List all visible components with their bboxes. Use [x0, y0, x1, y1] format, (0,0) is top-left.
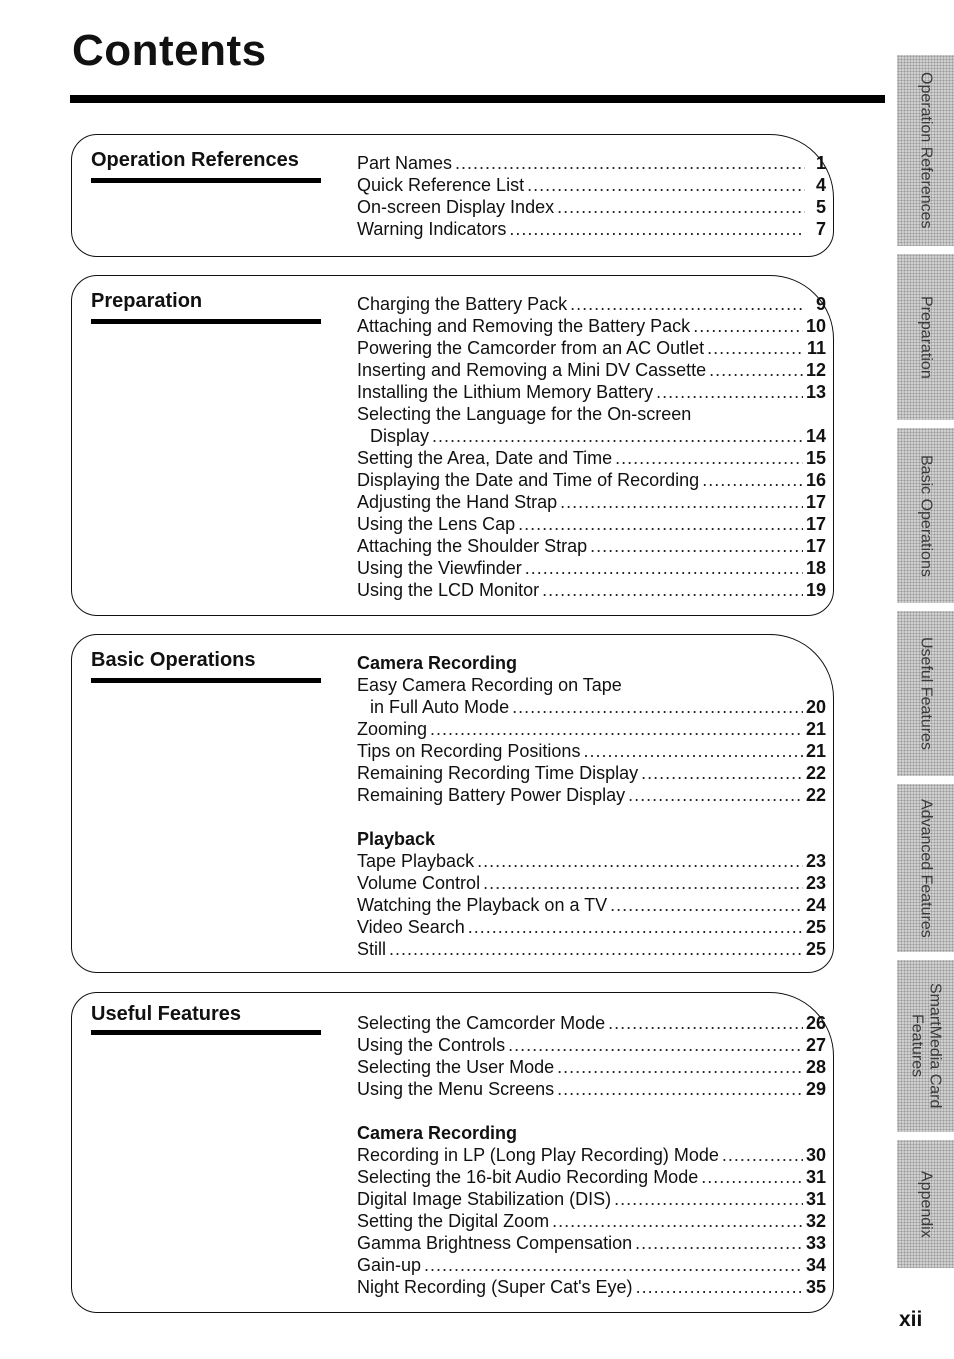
toc-entry-label: Selecting the Camcorder Mode — [357, 1013, 606, 1033]
side-tab-operation-references[interactable] — [897, 55, 954, 246]
toc-entry-label: Powering the Camcorder from an AC Outlet — [357, 338, 705, 358]
toc-entry[interactable] — [357, 469, 826, 491]
toc-entry-page: 27 — [805, 1035, 826, 1055]
toc-entry[interactable] — [357, 557, 826, 579]
toc-entry-page: 17 — [805, 536, 826, 556]
toc-entry-label: Quick Reference List — [357, 175, 525, 195]
leader-dots — [527, 174, 805, 196]
leader-dots — [701, 1166, 803, 1188]
toc-entry[interactable] — [357, 1210, 826, 1232]
toc-entry-label: Using the LCD Monitor — [357, 580, 540, 600]
toc-entry-page: 15 — [805, 448, 826, 468]
toc-entry-page: 31 — [805, 1167, 826, 1187]
toc-entry-label: On-screen Display Index — [357, 197, 555, 217]
subsection-heading: Camera Recording — [357, 653, 518, 673]
toc-entry[interactable] — [357, 718, 826, 740]
toc-entry-page: 14 — [805, 426, 826, 446]
toc-entry[interactable] — [357, 784, 826, 806]
toc-entry-label: Gain-up — [357, 1255, 422, 1275]
toc-entry-label: Tips on Recording Positions — [357, 741, 581, 761]
toc-entry-label: Selecting the 16-bit Audio Recording Mode — [357, 1167, 699, 1187]
toc-entry-page: 17 — [805, 514, 826, 534]
toc-entries — [357, 293, 826, 601]
toc-entry-label: Setting the Area, Date and Time — [357, 448, 613, 468]
toc-entry-page: 16 — [805, 470, 826, 490]
leader-dots — [552, 1210, 803, 1232]
section-title: Basic Operations — [91, 649, 256, 671]
toc-entry-label-first-line[interactable]: Selecting the Language for the On-screen — [357, 404, 692, 424]
toc-entry-label: Volume Control — [357, 873, 481, 893]
toc-entry[interactable] — [357, 535, 826, 557]
leader-dots — [709, 359, 803, 381]
section-title: Operation References — [91, 149, 299, 171]
side-tab-appendix[interactable] — [897, 1140, 954, 1268]
toc-entry[interactable] — [357, 447, 826, 469]
toc-entry-page: 26 — [805, 1013, 826, 1033]
toc-entry[interactable] — [357, 315, 826, 337]
side-tab-label: SmartMedia Card Features — [908, 983, 944, 1109]
side-tab-preparation[interactable] — [897, 254, 954, 420]
toc-entry-label: Adjusting the Hand Strap — [357, 492, 558, 512]
toc-entry[interactable] — [357, 491, 826, 513]
toc-entry-page: 32 — [805, 1211, 826, 1231]
side-tab-label: Useful Features — [917, 637, 935, 750]
toc-entry-page: 10 — [805, 316, 826, 336]
toc-entry-label: Attaching the Shoulder Strap — [357, 536, 588, 556]
toc-entries — [357, 1012, 826, 1298]
leader-dots — [542, 579, 803, 601]
toc-entry[interactable] — [357, 1188, 826, 1210]
toc-entry[interactable] — [357, 1012, 826, 1034]
toc-entry[interactable] — [357, 381, 826, 403]
toc-entry-label: Using the Menu Screens — [357, 1079, 555, 1099]
toc-entry-label: Warning Indicators — [357, 219, 507, 239]
toc-entries — [357, 152, 826, 240]
leader-dots — [424, 1254, 803, 1276]
toc-entry[interactable] — [357, 1056, 826, 1078]
toc-entry-label: Part Names — [357, 153, 453, 173]
section-title: Useful Features — [91, 1003, 242, 1025]
toc-entry-label: Setting the Digital Zoom — [357, 1211, 550, 1231]
toc-entry[interactable] — [357, 359, 826, 381]
leader-dots — [432, 425, 803, 447]
toc-entry-quick-reference-list[interactable] — [357, 174, 826, 196]
section-preparation — [71, 275, 834, 616]
toc-entry-page: 25 — [805, 917, 826, 937]
leader-dots — [614, 1188, 803, 1210]
toc-entry[interactable] — [357, 1034, 826, 1056]
page-title: Contents — [72, 26, 267, 75]
title-rule — [70, 95, 885, 103]
toc-entry[interactable] — [357, 894, 826, 916]
leader-dots — [608, 1012, 803, 1034]
toc-entry-page: 28 — [805, 1057, 826, 1077]
toc-entry-page: 22 — [805, 763, 826, 783]
toc-entry-label: Using the Controls — [357, 1035, 506, 1055]
leader-dots — [557, 1056, 803, 1078]
toc-entry[interactable] — [357, 938, 826, 960]
toc-entry[interactable] — [357, 872, 826, 894]
leader-dots — [389, 938, 803, 960]
toc-entry-page: 4 — [815, 175, 826, 195]
toc-entry-page: 13 — [805, 382, 826, 402]
toc-entry-label-continued: in Full Auto Mode — [370, 697, 510, 717]
toc-entry-page: 1 — [815, 153, 826, 173]
leader-dots — [518, 513, 803, 535]
toc-entry-page: 23 — [805, 851, 826, 871]
toc-entry-page: 34 — [805, 1255, 826, 1275]
toc-entries — [357, 652, 826, 960]
toc-entry[interactable] — [357, 337, 826, 359]
toc-entry-page: 22 — [805, 785, 826, 805]
toc-entry-page: 18 — [805, 558, 826, 578]
leader-dots — [455, 152, 805, 174]
toc-entry-page: 5 — [815, 197, 826, 217]
side-tab-label: Basic Operations — [917, 454, 935, 577]
toc-entry-page: 7 — [815, 219, 826, 239]
side-tab-useful-features[interactable] — [897, 611, 954, 776]
toc-entry-label-continued: Display — [370, 426, 430, 446]
leader-dots — [509, 218, 805, 240]
toc-entry-label: Displaying the Date and Time of Recording — [357, 470, 700, 490]
toc-entry-label: Installing the Lithium Memory Battery — [357, 382, 654, 402]
side-tab-label: Advanced Features — [917, 798, 935, 938]
toc-entry-label: Recording in LP (Long Play Recording) Mode — [357, 1145, 719, 1165]
toc-entry-label: Video Search — [357, 917, 465, 937]
section-title-rule — [91, 1030, 321, 1035]
leader-dots — [560, 491, 803, 513]
toc-entry[interactable] — [357, 916, 826, 938]
leader-dots — [430, 718, 803, 740]
leader-dots — [468, 916, 803, 938]
toc-entry-label: Gamma Brightness Compensation — [357, 1233, 633, 1253]
toc-entry-label: Using the Lens Cap — [357, 514, 516, 534]
side-tab-label: Operation References — [917, 72, 935, 229]
toc-entry[interactable] — [357, 762, 826, 784]
toc-entry-page: 30 — [805, 1145, 826, 1165]
toc-entry-label: Charging the Battery Pack — [357, 294, 568, 314]
subsection-heading: Camera Recording — [357, 1123, 518, 1143]
leader-dots — [641, 762, 803, 784]
toc-entry-label: Selecting the User Mode — [357, 1057, 555, 1077]
toc-entry-page: 9 — [815, 294, 826, 314]
leader-dots — [508, 1034, 803, 1056]
page-number: xii — [899, 1308, 923, 1331]
toc-entry-label: Attaching and Removing the Battery Pack — [357, 316, 691, 336]
section-title: Preparation — [91, 290, 203, 312]
section-operation-references — [71, 134, 834, 257]
leader-dots — [722, 1144, 803, 1166]
leader-dots — [477, 850, 803, 872]
spacer — [357, 1100, 826, 1122]
side-tab-smartmedia-card-features[interactable] — [897, 960, 954, 1132]
leader-dots — [557, 196, 805, 218]
toc-entry-page: 33 — [805, 1233, 826, 1253]
toc-entry[interactable] — [357, 1232, 826, 1254]
section-title-rule — [91, 678, 321, 683]
toc-entry-page: 11 — [806, 338, 826, 358]
side-tab-advanced-features[interactable] — [897, 784, 954, 952]
subsection-heading: Playback — [357, 829, 436, 849]
leader-dots — [628, 784, 803, 806]
toc-entry[interactable] — [357, 513, 826, 535]
leader-dots — [693, 315, 803, 337]
toc-entry-label: Night Recording (Super Cat's Eye) — [357, 1277, 633, 1297]
toc-entry-page: 25 — [805, 939, 826, 959]
toc-entry-page: 21 — [805, 719, 826, 739]
toc-entry-on-screen-display-index[interactable] — [357, 196, 826, 218]
toc-entry-page: 17 — [805, 492, 826, 512]
leader-dots — [570, 293, 805, 315]
toc-entry-page: 35 — [805, 1277, 826, 1297]
toc-entry-label-first-line[interactable]: Easy Camera Recording on Tape — [357, 675, 622, 695]
toc-entry-page: 20 — [805, 697, 826, 717]
toc-entry[interactable] — [357, 1144, 826, 1166]
toc-entry-label: Zooming — [357, 719, 428, 739]
section-useful-features — [71, 992, 834, 1313]
leader-dots — [512, 696, 803, 718]
toc-entry-label: Remaining Recording Time Display — [357, 763, 639, 783]
toc-entry-part-names[interactable] — [357, 152, 826, 174]
toc-entry-page: 29 — [805, 1079, 826, 1099]
toc-entry-label: Watching the Playback on a TV — [357, 895, 608, 915]
toc-entry-label: Still — [357, 939, 387, 959]
toc-entry[interactable] — [357, 1166, 826, 1188]
spacer — [357, 806, 826, 828]
toc-entry[interactable] — [357, 579, 826, 601]
toc-entry[interactable] — [357, 293, 826, 315]
leader-dots — [702, 469, 803, 491]
toc-entry-page: 19 — [805, 580, 826, 600]
toc-entry-label: Inserting and Removing a Mini DV Cassette — [357, 360, 707, 380]
toc-entry[interactable] — [357, 425, 826, 447]
toc-entry-warning-indicators[interactable] — [357, 218, 826, 240]
side-tab-basic-operations[interactable] — [897, 428, 954, 603]
toc-entry-label: Digital Image Stabilization (DIS) — [357, 1189, 612, 1209]
toc-entry-page: 21 — [805, 741, 826, 761]
leader-dots — [557, 1078, 803, 1100]
leader-dots — [583, 740, 803, 762]
side-tab-label: Preparation — [917, 295, 935, 379]
toc-entry[interactable] — [357, 740, 826, 762]
leader-dots — [590, 535, 803, 557]
toc-entry-label: Remaining Battery Power Display — [357, 785, 626, 805]
toc-entry[interactable] — [357, 696, 826, 718]
leader-dots — [656, 381, 803, 403]
toc-entry-page: 31 — [805, 1189, 826, 1209]
leader-dots — [635, 1232, 803, 1254]
toc-entry[interactable] — [357, 850, 826, 872]
leader-dots — [636, 1276, 803, 1298]
toc-entry[interactable] — [357, 1078, 826, 1100]
toc-entry[interactable] — [357, 1276, 826, 1298]
side-tab-label: Appendix — [917, 1170, 935, 1238]
section-basic-operations — [71, 634, 834, 973]
leader-dots — [525, 557, 803, 579]
toc-entry-page: 12 — [805, 360, 826, 380]
toc-entry-page: 24 — [805, 895, 826, 915]
toc-entry-page: 23 — [805, 873, 826, 893]
leader-dots — [610, 894, 803, 916]
toc-entry-label: Tape Playback — [357, 851, 475, 871]
toc-entry-label: Using the Viewfinder — [357, 558, 522, 578]
leader-dots — [615, 447, 803, 469]
toc-entry[interactable] — [357, 1254, 826, 1276]
leader-dots — [483, 872, 803, 894]
leader-dots — [707, 337, 804, 359]
section-title-rule — [91, 319, 321, 324]
section-title-rule — [91, 178, 321, 183]
